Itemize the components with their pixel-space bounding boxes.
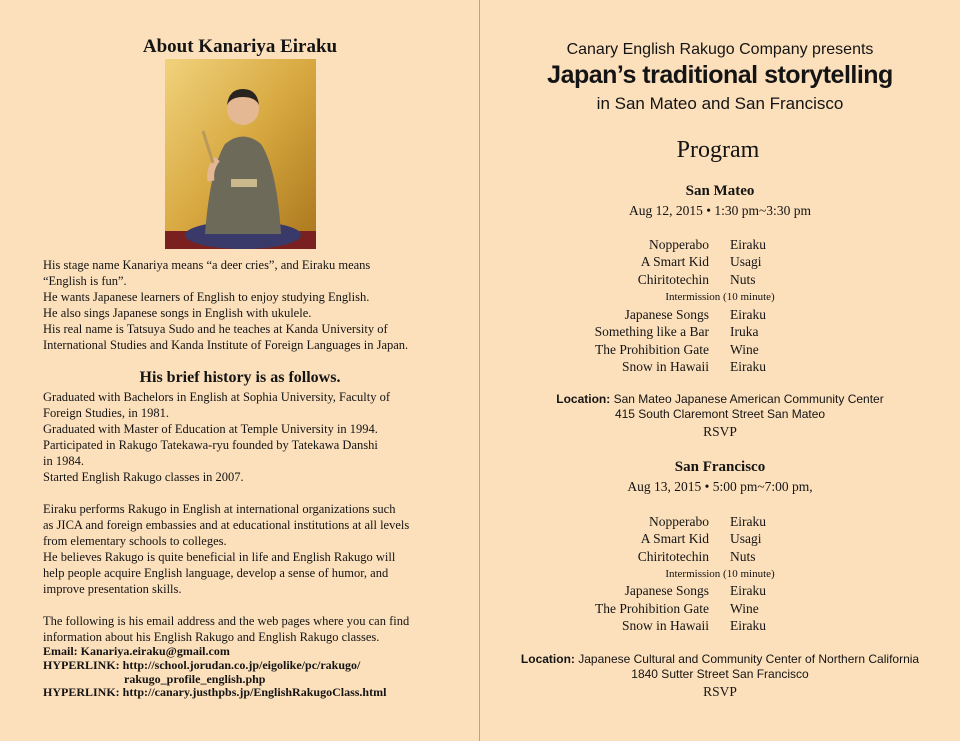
act-performer: Eiraku	[730, 618, 766, 633]
event-address: 415 South Claremont Street San Mateo	[614, 407, 826, 421]
act-title: Japanese Songs	[624, 583, 709, 598]
hyperlink-row-2	[43, 684, 386, 700]
location-name: Japanese Cultural and Community Center of Northern California	[578, 652, 920, 666]
email-link[interactable]: Kanariya.eiraku@gmail.com	[80, 644, 230, 658]
history-line: Foreign Studies, in 1981.	[43, 406, 170, 420]
event-location	[480, 652, 960, 666]
hyperlink-2[interactable]: http://canary.justhpbs.jp/EnglishRakugoClass.html	[122, 685, 387, 699]
act-performer: Usagi	[730, 254, 762, 269]
location-label: Location:	[520, 652, 575, 666]
act-title: A Smart Kid	[640, 254, 709, 269]
history-line: Started English Rakugo classes in 2007.	[43, 470, 244, 484]
event-date: Aug 12, 2015 • 1:30 pm~3:30 pm	[629, 203, 811, 218]
event-city: San Francisco	[674, 459, 766, 475]
bio-line: He also sings Japanese songs in English with ukulele.	[43, 306, 312, 320]
act-performer: Eiraku	[730, 514, 766, 529]
event-location	[480, 392, 960, 406]
act-title: The Prohibition Gate	[595, 601, 709, 616]
act-performer: Usagi	[730, 531, 762, 546]
act-title: The Prohibition Gate	[595, 342, 709, 357]
act-performer: Wine	[730, 342, 759, 357]
act-performer: Wine	[730, 601, 759, 616]
act-title: Chiritotechin	[637, 549, 709, 564]
act-title: Nopperabo	[649, 514, 709, 529]
act-title: Chiritotechin	[637, 272, 709, 287]
event-address: 1840 Sutter Street San Francisco	[631, 667, 809, 681]
bio-line: “English is fun”.	[43, 274, 127, 288]
about-title: About Kanariya Eiraku	[142, 36, 338, 57]
bio-line: His real name is Tatsuya Sudo and he teaches at Kanda University of	[43, 322, 388, 336]
performs-line: from elementary schools to colleges.	[43, 534, 227, 548]
performs-line: Eiraku performs Rakugo in English at international organizations such	[43, 502, 396, 516]
history-line: Graduated with Master of Education at Temple University in 1994.	[43, 422, 378, 436]
performs-line: help people acquire English language, develop a sense of humor, and	[43, 566, 389, 580]
act-performer: Eiraku	[730, 307, 766, 322]
history-heading: His brief history is as follows.	[139, 369, 341, 386]
act-title: Snow in Hawaii	[622, 618, 709, 633]
act-title: Japanese Songs	[624, 307, 709, 322]
hyperlink-label: HYPERLINK:	[43, 685, 120, 699]
bio-line: He wants Japanese learners of English to enjoy studying English.	[43, 290, 370, 304]
act-title: Nopperabo	[649, 237, 709, 252]
bio-line: His stage name Kanariya means “a deer cries”, and Eiraku means	[43, 258, 371, 272]
act-title: A Smart Kid	[640, 531, 709, 546]
history-line: Graduated with Bachelors in English at Sophia University, Faculty of	[43, 390, 391, 404]
location-label: Location:	[556, 392, 611, 406]
performs-line: improve presentation skills.	[43, 582, 182, 596]
presenter-line: Canary English Rakugo Company presents	[566, 41, 874, 58]
program-title: Program	[676, 137, 760, 163]
act-title: Something like a Bar	[594, 324, 709, 339]
history-line: Participated in Rakugo Tatekawa-ryu founded by Tatekawa Danshi	[43, 438, 378, 452]
rsvp: RSVP	[703, 684, 737, 699]
performs-line: as JICA and foreign embassies and at educational institutions at all levels	[43, 518, 410, 532]
hyperlink-label: HYPERLINK:	[43, 658, 120, 672]
portrait-photo-icon	[165, 59, 316, 249]
location-name: San Mateo Japanese American Community Center	[613, 392, 884, 406]
hyperlink-1-continued[interactable]: rakugo_profile_english.php	[124, 672, 266, 686]
intermission: Intermission (10 minute)	[665, 568, 775, 580]
act-performer: Eiraku	[730, 583, 766, 598]
event-date: Aug 13, 2015 • 5:00 pm~7:00 pm,	[627, 479, 813, 494]
subhead: in San Mateo and San Francisco	[596, 94, 844, 113]
rsvp: RSVP	[703, 424, 737, 439]
performs-line: He believes Rakugo is quite beneficial in life and English Rakugo will	[43, 550, 396, 564]
act-performer: Nuts	[730, 549, 756, 564]
following-line: information about his English Rakugo and English Rakugo classes.	[43, 630, 380, 644]
hyperlink-1[interactable]: http://school.jorudan.co.jp/eigolike/pc/rakugo/	[122, 658, 361, 672]
intermission: Intermission (10 minute)	[665, 291, 775, 303]
history-line: in 1984.	[43, 454, 84, 468]
bio-line: International Studies and Kanda Institute of Foreign Languages in Japan.	[43, 338, 409, 352]
portrait-photo	[165, 59, 316, 249]
act-performer: Eiraku	[730, 237, 766, 252]
act-performer: Nuts	[730, 272, 756, 287]
following-line: The following is his email address and the web pages where you can find	[43, 614, 410, 628]
act-performer: Iruka	[730, 324, 759, 339]
act-title: Snow in Hawaii	[622, 359, 709, 374]
event-city: San Mateo	[685, 183, 755, 199]
email-label: Email:	[43, 644, 78, 658]
headline: Japan’s traditional storytelling	[547, 61, 893, 89]
act-performer: Eiraku	[730, 359, 766, 374]
